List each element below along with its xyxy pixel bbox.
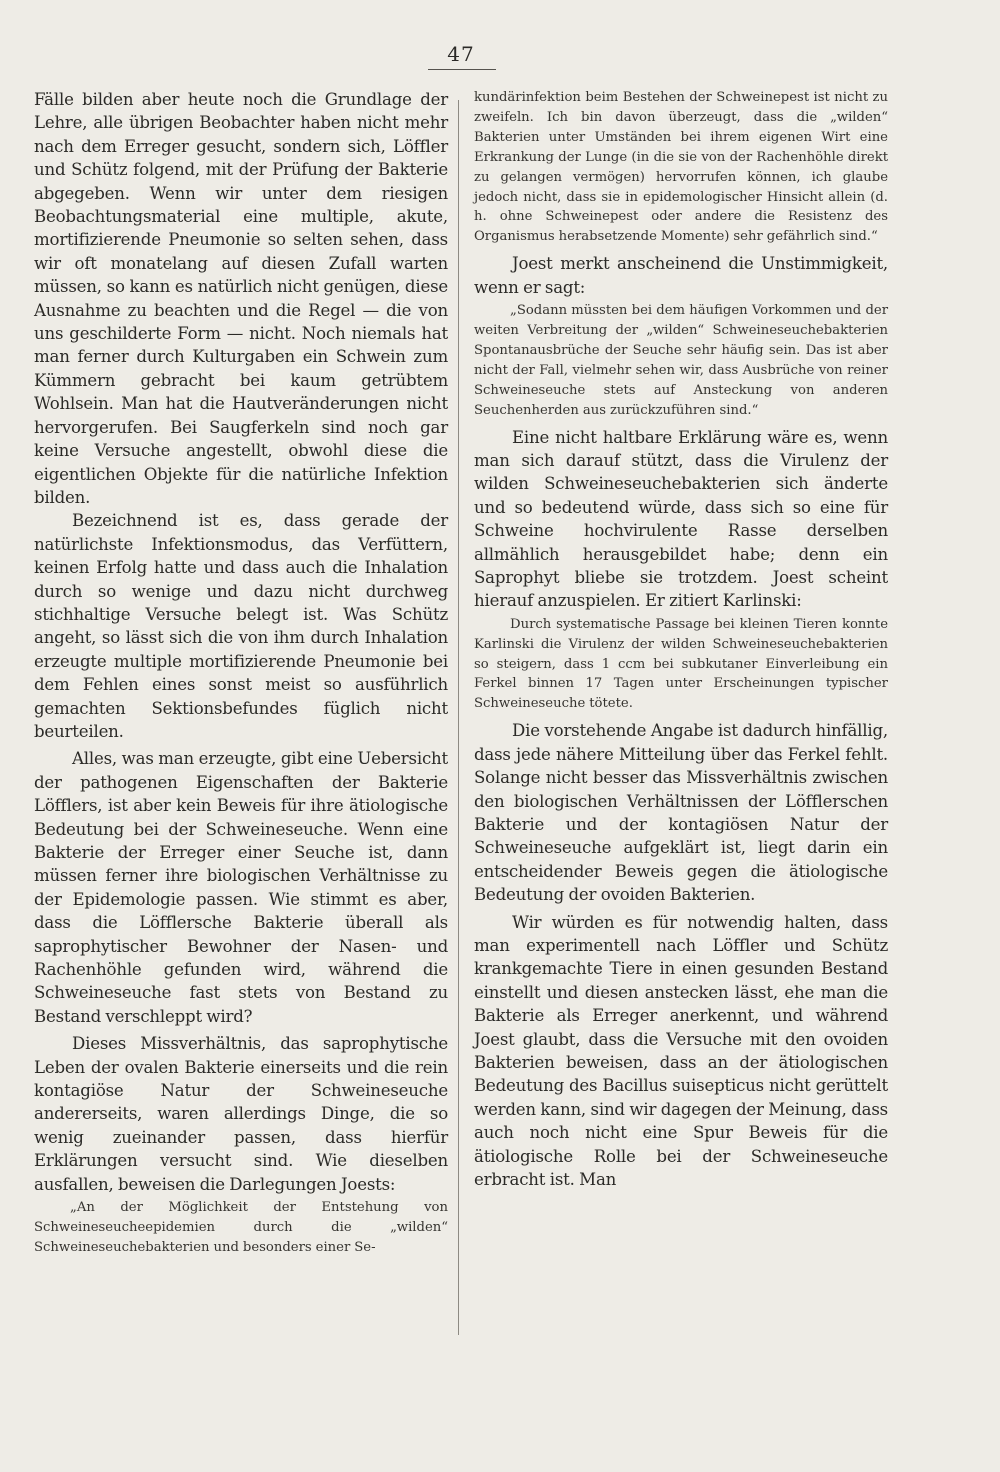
- paragraph-6: Eine nicht haltbare Erklärung wäre es, wenn man sich darauf stützt, dass die Virulenz der wilden Schweineseuchebakterien sich änderte und so bedeutend würde, dass sich so eine für Schweine hochvirulente Rasse derselben allmählich herausgebildet habe; denn ein Saprophyt bliebe sie trotzdem. Joest scheint hierauf anzuspielen. Er zitiert Karlinski:: [474, 427, 888, 611]
- page-number-rule: [428, 69, 496, 70]
- quote-2: „Sodann müssten bei dem häufigen Vorkommen und der weiten Verbreitung der „wilden“ Schweineseuchebakterien Spontanausbrüche der Seuche sehr häufig sein. Das ist aber nicht der Fall, vielmehr sehen wir, dass Ausbrüche von reiner Schweineseuche stets auf Ansteckung von anderen Seuchenherden aus zurückzuführen sind.“: [474, 303, 888, 418]
- page-number: 47: [447, 42, 475, 66]
- paragraph-3: Alles, was man erzeugte, gibt eine Uebersicht der pathogenen Eigenschaften der Bakterie Löfflers, ist aber kein Beweis für ihre ätiologische Bedeutung bei der Schweineseuche. Wenn eine Bakterie der Erreger einer Seuche ist, dann müssen ferner ihre biologischen Verhältnisse zu der Epidemologie passen. Wie stimmt es aber, dass die Löfflersche Bakterie überall als saprophytischer Bewohner der Nasen- und Rachenhöhle gefunden wird, während die Schweineseuche fast stets von Bestand zu Bestand verschleppt wird?: [34, 749, 448, 1026]
- paragraph-1: Fälle bilden aber heute noch die Grundlage der Lehre, alle übrigen Beobachter haben nicht mehr nach dem Erreger gesucht, sondern sich, Löffler und Schütz folgend, mit der Prüfung der Bakterie abgegeben. Wenn wir unter dem riesigen Beobachtungsmaterial eine multiple, akute, mortifizierende Pneumonie so selten sehen, dass wir oft monatelang auf diesen Zufall warten müssen, so kann es natürlich nicht genügen, diese Ausnahme zu beachten und die Regel — die von uns geschilderte Form — nicht. Noch niemals hat man ferner durch Kulturgaben ein Schwein zum Kümmern gebracht bei kaum getrübtem Wohlsein. Man hat die Hautveränderungen nicht hervorgerufen. Bei Saugferkeln sind noch gar keine Versuche angestellt, obwohl diese die eigentlichen Objekte für die natürliche Infektion bilden.: [34, 90, 448, 507]
- right-column: [474, 88, 888, 1191]
- paragraph-4: Dieses Missverhältnis, das saprophytische Leben der ovalen Bakterie einerseits und die rein kontagiöse Natur der Schweineseuche andererseits, waren allerdings Dinge, die so wenig zueinander passen, dass hierfür Erklärungen versucht sind. Wie dieselben ausfallen, beweisen die Darlegungen Joests:: [34, 1034, 448, 1194]
- paragraph-5: Joest merkt anscheinend die Unstimmigkeit, wenn er sagt:: [474, 254, 888, 297]
- column-divider: [458, 100, 459, 1335]
- quote-1-continued: kundärinfektion beim Bestehen der Schweinepest ist nicht zu zweifeln. Ich bin davon überzeugt, dass die „wilden“ Bakterien unter Umständen bei ihrem eigenen Wirt eine Erkrankung der Lunge (in die sie von der Rachenhöhle direkt zu gelangen vermögen) hervorrufen können, ich glaube jedoch nicht, dass sie in epidemologischer Hinsicht allein (d. h. ohne Schweinepest oder andere die Resistenz des Organismus herabsetzende Momente) sehr gefährlich sind.“: [474, 90, 888, 245]
- quote-3: Durch systematische Passage bei kleinen Tieren konnte Karlinski die Virulenz der wilden Schweineseuchebakterien so steigern, dass 1 ccm bei subkutaner Einverleibung ein Ferkel binnen 17 Tagen unter Erscheinungen typischer Schweineseuche tötete.: [474, 616, 888, 712]
- paragraph-8: Wir würden es für notwendig halten, dass man experimentell nach Löffler und Schütz krankgemachte Tiere in einen gesunden Bestand einstellt und diesen anstecken lässt, ehe man die Bakterie als Erreger anerkennt, und während Joest glaubt, dass die Versuche mit den ovoiden Bakterien beweisen, dass an der ätiologischen Bedeutung des Bacillus suisepticus nicht gerüttelt werden kann, sind wir dagegen der Meinung, dass auch noch nicht eine Spur Beweis für die ätiologische Rolle bei der Schweineseuche erbracht ist. Man: [474, 912, 888, 1189]
- paragraph-7: Die vorstehende Angabe ist dadurch hinfällig, dass jede nähere Mitteilung über das Ferkel fehlt. Solange nicht besser das Missverhältnis zwischen den biologischen Verhältnissen der Löfflerschen Bakterie und der kontagiösen Natur der Schweineseuche aufgeklärt ist, liegt darin ein entscheidender Beweis gegen die ätiologische Bedeutung der ovoiden Bakterien.: [474, 721, 888, 905]
- paragraph-2: Bezeichnend ist es, dass gerade der natürlichste Infektionsmodus, das Verfüttern, keinen Erfolg hatte und dass auch die Inhalation durch so wenige und dazu nicht durchweg stichhaltige Versuche belegt ist. Was Schütz angeht, so lässt sich die von ihm durch Inhalation erzeugte multiple mortifizierende Pneumonie bei dem Fehlen eines sonst meist so ausführlich gemachten Sektionsbefundes füglich nicht beurteilen.: [34, 511, 448, 741]
- left-column: [34, 88, 448, 1258]
- quote-1: „An der Möglichkeit der Entstehung von Schweineseucheepidemien durch die „wilden“ Schweineseuchebakterien und besonders einer Se-: [34, 1200, 448, 1255]
